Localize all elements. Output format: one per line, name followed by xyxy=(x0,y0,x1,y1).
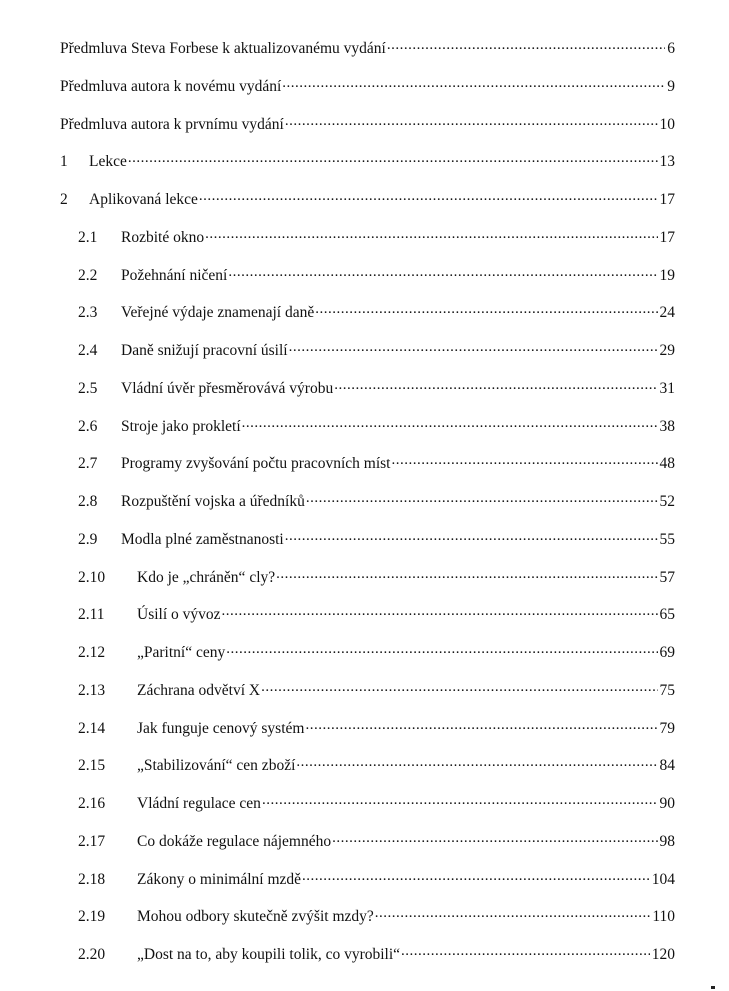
toc-entry[interactable] xyxy=(60,901,675,939)
toc-entry[interactable] xyxy=(60,486,675,524)
dot-leader xyxy=(261,675,657,695)
dot-leader xyxy=(302,864,650,884)
toc-entry-title: Požehnání ničení xyxy=(121,266,228,284)
toc-entry-number: 2.15 xyxy=(78,757,106,775)
dot-leader xyxy=(401,939,650,959)
toc-entry-number: 2.1 xyxy=(78,228,98,246)
dot-leader xyxy=(285,109,658,129)
toc-entry-page: 19 xyxy=(659,266,675,284)
dot-leader xyxy=(222,599,658,619)
dot-leader xyxy=(289,335,658,355)
toc-entry-number: 2.10 xyxy=(78,568,106,586)
toc-entry-number: 2.3 xyxy=(78,304,98,322)
toc-entry-page: 69 xyxy=(659,644,675,661)
dot-leader xyxy=(285,524,658,544)
dot-leader xyxy=(128,146,658,166)
toc-entry-title: Mohou odbory skutečně zvýšit mzdy? xyxy=(137,908,374,926)
toc-entry-number: 2.7 xyxy=(78,455,98,473)
toc-entry[interactable] xyxy=(60,335,675,373)
toc-entry[interactable] xyxy=(60,939,675,977)
dot-leader xyxy=(276,562,657,582)
toc-entry-title: Předmluva autora k prvnímu vydání xyxy=(60,115,284,133)
toc-entry[interactable] xyxy=(60,71,675,109)
toc-entry[interactable] xyxy=(60,222,675,260)
dot-leader xyxy=(334,373,657,393)
toc-entry-page: 75 xyxy=(659,681,675,699)
toc-entry-title: Daně snižují pracovní úsilí xyxy=(121,342,288,359)
toc-entry-title: Lekce xyxy=(89,153,127,171)
toc-entry-title: „Stabilizování“ cen zboží xyxy=(137,757,296,775)
page-corner-mark xyxy=(711,986,715,989)
toc-entry-number: 2.6 xyxy=(78,417,98,435)
dot-leader xyxy=(226,637,657,657)
toc-entry-page: 65 xyxy=(659,606,675,624)
dot-leader xyxy=(242,411,658,431)
toc-entry-title: Úsilí o vývoz xyxy=(137,606,221,624)
toc-entry[interactable] xyxy=(60,297,675,335)
dot-leader xyxy=(375,901,651,921)
toc-entry[interactable] xyxy=(60,146,675,184)
dot-leader xyxy=(228,260,657,280)
toc-entry[interactable] xyxy=(60,750,675,788)
toc-entry[interactable] xyxy=(60,864,675,902)
toc-entry[interactable] xyxy=(60,637,675,675)
toc-entry-title: Vládní regulace cen xyxy=(137,795,261,812)
dot-leader xyxy=(305,713,657,733)
toc-entry[interactable] xyxy=(60,826,675,864)
dot-leader xyxy=(332,826,657,846)
toc-entry-number: 2.4 xyxy=(78,342,98,359)
toc-entry-number: 2.18 xyxy=(78,870,106,888)
toc-entry-number: 2.5 xyxy=(78,379,98,397)
toc-entry-title: Aplikovaná lekce xyxy=(89,191,198,208)
toc-entry-number: 2.9 xyxy=(78,530,98,548)
toc-entry-title: Předmluva autora k novému vydání xyxy=(60,77,282,95)
toc-entry-page: 120 xyxy=(651,946,675,963)
dot-leader xyxy=(315,297,657,317)
toc-entry-page: 10 xyxy=(659,115,675,133)
toc-entry-title: Modla plné zaměstnanosti xyxy=(121,530,284,548)
toc-entry[interactable] xyxy=(60,184,675,222)
toc-entry-title: Rozbité okno xyxy=(121,228,205,246)
toc-entry-title: Předmluva Steva Forbese k aktualizovanému vydání xyxy=(60,40,386,57)
toc-entry-number: 2.16 xyxy=(78,795,106,812)
toc-entry-number: 2.20 xyxy=(78,946,106,963)
toc-entry[interactable] xyxy=(60,411,675,449)
dot-leader xyxy=(387,33,665,53)
toc-entry-page: 29 xyxy=(659,342,675,359)
toc-entry-page: 31 xyxy=(659,379,675,397)
toc-entry-page: 55 xyxy=(659,530,675,548)
toc-entry-page: 24 xyxy=(659,304,675,322)
dot-leader xyxy=(282,71,665,91)
toc-entry-page: 57 xyxy=(659,568,675,586)
toc-entry-title: Rozpuštění vojska a úředníků xyxy=(121,493,305,510)
toc-entry-page: 104 xyxy=(651,870,675,888)
toc-entry[interactable] xyxy=(60,260,675,298)
toc-entry-page: 17 xyxy=(659,228,675,246)
toc-entry-number: 2.8 xyxy=(78,493,98,510)
dot-leader xyxy=(262,788,658,808)
toc-entry-number: 2.2 xyxy=(78,266,98,284)
toc-entry-page: 6 xyxy=(667,40,675,57)
toc-entry-number: 2.17 xyxy=(78,832,106,850)
toc-entry[interactable] xyxy=(60,562,675,600)
toc-entry[interactable] xyxy=(60,448,675,486)
toc-entry-title: Vládní úvěr přesměrovává výrobu xyxy=(121,379,334,397)
toc-entry[interactable] xyxy=(60,599,675,637)
toc-entry-page: 38 xyxy=(659,417,675,435)
dot-leader xyxy=(391,448,657,468)
toc-entry[interactable] xyxy=(60,713,675,751)
toc-entry-title: Kdo je „chráněn“ cly? xyxy=(137,568,276,586)
toc-entry-number: 2.12 xyxy=(78,644,106,661)
toc-entry[interactable] xyxy=(60,524,675,562)
toc-entry-page: 90 xyxy=(659,795,675,812)
toc-entry[interactable] xyxy=(60,788,675,826)
toc-entry-page: 17 xyxy=(659,191,675,208)
toc-entry-title: Stroje jako prokletí xyxy=(121,417,241,435)
toc-entry-page: 13 xyxy=(659,153,675,171)
toc-entry-page: 84 xyxy=(659,757,675,775)
toc-entry-number: 2.19 xyxy=(78,908,106,926)
toc-entry-title: Záchrana odvětví X xyxy=(137,681,261,699)
toc-entry-number: 1 xyxy=(60,153,68,171)
toc-entry-page: 79 xyxy=(659,719,675,737)
toc-entry-number: 2.13 xyxy=(78,681,106,699)
toc-entry-page: 110 xyxy=(652,908,675,926)
toc-entry[interactable] xyxy=(60,373,675,411)
toc-entry-page: 98 xyxy=(659,832,675,850)
toc-entry-number: 2.14 xyxy=(78,719,106,737)
toc-entry-title: Jak funguje cenový systém xyxy=(137,719,305,737)
toc-entry-page: 52 xyxy=(659,493,675,510)
dot-leader xyxy=(306,486,658,506)
dot-leader xyxy=(205,222,657,242)
toc-entry[interactable] xyxy=(60,675,675,713)
table-of-contents xyxy=(60,33,675,977)
toc-entry-title: Programy zvyšování počtu pracovních míst xyxy=(121,455,391,473)
toc-entry-page: 48 xyxy=(659,455,675,473)
toc-entry-title: „Dost na to, aby koupili tolik, co vyrobili“ xyxy=(137,946,401,963)
dot-leader xyxy=(296,750,657,770)
toc-entry-title: Veřejné výdaje znamenají daně xyxy=(121,304,315,322)
toc-entry-number: 2.11 xyxy=(78,606,105,624)
dot-leader xyxy=(199,184,658,204)
toc-entry[interactable] xyxy=(60,33,675,71)
toc-entry-title: Co dokáže regulace nájemného xyxy=(137,832,332,850)
toc-entry-number: 2 xyxy=(60,191,68,208)
toc-entry-title: Zákony o minimální mzdě xyxy=(137,870,302,888)
toc-entry-page: 9 xyxy=(667,77,675,95)
toc-entry-title: „Paritní“ ceny xyxy=(137,644,226,661)
toc-entry[interactable] xyxy=(60,109,675,147)
